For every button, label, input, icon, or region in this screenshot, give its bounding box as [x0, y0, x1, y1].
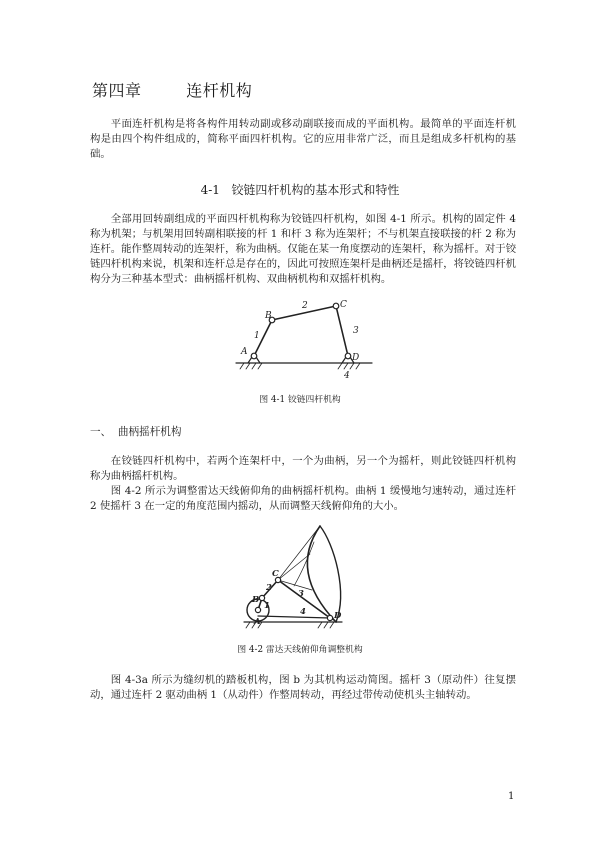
fig2-label-3: 3 [298, 589, 304, 599]
fig1-label-c: C [340, 300, 347, 310]
fig1-label-1: 1 [254, 331, 260, 341]
fig2-label-d: D [334, 611, 342, 621]
fig1-label-2: 2 [302, 301, 308, 311]
fig2-label-4: 4 [300, 607, 306, 617]
fig1-label-d: D [352, 353, 360, 363]
figure2-caption: 图 4-2 雷达天线俯仰角调整机构 [237, 645, 363, 655]
fig2-label-2: 2 [266, 583, 272, 593]
link-3-rocker [336, 306, 348, 356]
page-number: 1 [508, 791, 515, 802]
last-paragraph: 图 4-3a 所示为缝纫机的踏板机构，图 b 为其机构运动简图。摇杆 3（原动件）往复摆动，通过连杆 2 驱动曲柄 1（从动件）作整周转动，再经过带传动使机头主轴转动。 [90, 674, 516, 701]
fig2-link-4-frame [258, 616, 330, 618]
subsection-heading: 一、 曲柄摇杆机构 [90, 426, 182, 438]
fig1-label-3: 3 [353, 326, 359, 336]
fig1-label-4: 4 [344, 371, 350, 381]
intro-paragraph: 平面连杆机构是将各构件用转动副或移动副联接而成的平面机构。最简单的平面连杆机构是由四个构件组成的，简称平面四杆机构。它的应用非常广泛，而且是组成多杆机构的基础。 [90, 118, 516, 160]
subsection-paragraph-1: 在铰链四杆机构中，若两个连架杆中，一个为曲柄，另一个为摇杆，则此铰链四杆机构称为曲柄摇杆机构。 [90, 455, 516, 482]
figure1-caption: 图 4-1 铰链四杆机构 [259, 395, 341, 405]
fig2-label-c: C [272, 569, 279, 579]
fig1-label-b: B [265, 311, 272, 321]
section-paragraph: 全部用回转副组成的平面四杆机构称为铰链四杆机构，如图 4-1 所示。机构的固定件 4 称为机架；与机架用回转副相联接的杆 1 和杆 3 称为连架杆；不与机架直接联接的杆 2 称为连杆。能作整周转动的连架杆，称为曲柄。仅能在某一角度摆动的连架杆，称为摇杆。对于铰链四杆机构来说，机架和连杆总是存在的，因此可按照连架杆是曲柄还是摇杆，将铰链四杆机构分为三种基本型式：曲柄摇杆机构、双曲柄机构和双摇杆机构。 [90, 213, 517, 285]
fig1-label-a: A [241, 347, 248, 357]
chapter-title: 第四章 连杆机构 [92, 81, 253, 100]
fig2-label-b: B [252, 595, 260, 605]
section-heading: 4-1 铰链四杆机构的基本形式和特性 [200, 183, 400, 197]
figure-radar-antenna-mechanism [238, 522, 360, 630]
figure-four-bar-linkage [232, 296, 377, 386]
fig2-label-1: 1 [264, 601, 270, 611]
subsection-paragraph-2: 图 4-2 所示为调整雷达天线俯仰角的曲柄摇杆机构。曲柄 1 缓慢地匀速转动，通过连杆 2 使摇杆 3 在一定的角度范围内摇动，从而调整天线俯仰角的大小。 [90, 485, 516, 512]
fig2-label-a: A [254, 617, 261, 627]
